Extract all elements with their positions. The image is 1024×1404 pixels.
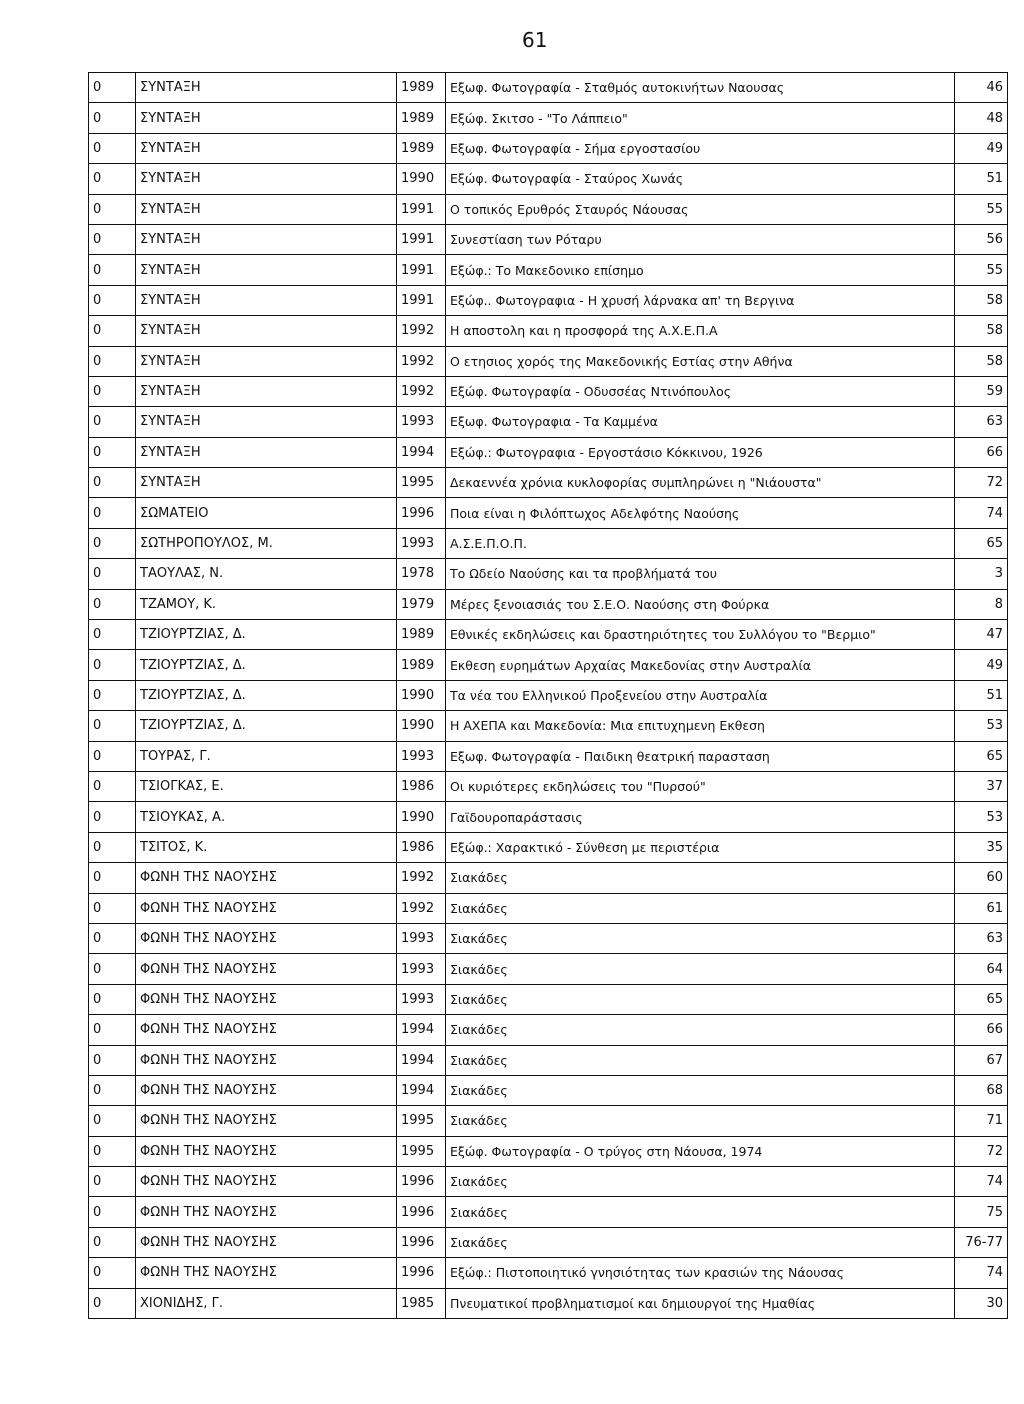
row-title: Εξώφ. Φωτογραφία - Σταύρος Χωνάς: [446, 164, 955, 194]
row-code: 0: [89, 285, 136, 315]
row-page: 59: [955, 376, 1008, 406]
table-row: [89, 316, 1008, 346]
row-page: 51: [955, 680, 1008, 710]
row-title: Ο τοπικός Ερυθρός Σταυρός Νάουσας: [446, 194, 955, 224]
row-title: Συνεστίαση των Ρόταρυ: [446, 224, 955, 254]
table-row: [89, 741, 1008, 771]
row-page: 35: [955, 832, 1008, 862]
table-row: [89, 923, 1008, 953]
row-code: 0: [89, 316, 136, 346]
table-row: [89, 680, 1008, 710]
row-page: 65: [955, 984, 1008, 1014]
row-year: 1996: [397, 498, 446, 528]
table-row: [89, 376, 1008, 406]
row-year: 1992: [397, 316, 446, 346]
row-author: ΣΥΝΤΑΞΗ: [136, 285, 397, 315]
row-code: 0: [89, 1015, 136, 1045]
row-title: Γαϊδουροπαράστασις: [446, 802, 955, 832]
row-year: 1993: [397, 923, 446, 953]
row-page: 47: [955, 620, 1008, 650]
row-year: 1986: [397, 832, 446, 862]
row-page: 74: [955, 1258, 1008, 1288]
row-code: 0: [89, 1288, 136, 1318]
row-year: 1978: [397, 559, 446, 589]
row-year: 1995: [397, 1136, 446, 1166]
row-title: Πνευματικοί προβληματισμοί και δημιουργοί της Ημαθίας: [446, 1288, 955, 1318]
row-title: Α.Σ.Ε.Π.Ο.Π.: [446, 528, 955, 558]
row-title: Εξώφ.: Χαρακτικό - Σύνθεση με περιστέρια: [446, 832, 955, 862]
row-author: ΦΩΝΗ ΤΗΣ ΝΑΟΥΣΗΣ: [136, 1075, 397, 1105]
row-author: ΤΣΙΟΓΚΑΣ, Ε.: [136, 771, 397, 801]
row-year: 1992: [397, 376, 446, 406]
table-row: [89, 346, 1008, 376]
row-author: ΦΩΝΗ ΤΗΣ ΝΑΟΥΣΗΣ: [136, 1015, 397, 1045]
row-author: ΣΥΝΤΑΞΗ: [136, 133, 397, 163]
row-author: ΦΩΝΗ ΤΗΣ ΝΑΟΥΣΗΣ: [136, 1197, 397, 1227]
row-author: ΣΥΝΤΑΞΗ: [136, 255, 397, 285]
row-title: Δεκαεννέα χρόνια κυκλοφορίας συμπληρώνει η "Νιάουστα": [446, 468, 955, 498]
row-page: 58: [955, 346, 1008, 376]
table-row: [89, 164, 1008, 194]
row-year: 1989: [397, 133, 446, 163]
table-row: [89, 771, 1008, 801]
row-code: 0: [89, 468, 136, 498]
table-row: [89, 1015, 1008, 1045]
row-title: Το Ωδείο Ναούσης και τα προβλήματά του: [446, 559, 955, 589]
table-row: [89, 620, 1008, 650]
row-title: Εξωφ. Φωτογραφία - Σήμα εργοστασίου: [446, 133, 955, 163]
row-page: 75: [955, 1197, 1008, 1227]
row-author: ΦΩΝΗ ΤΗΣ ΝΑΟΥΣΗΣ: [136, 984, 397, 1014]
row-author: ΤΣΙΤΟΣ, Κ.: [136, 832, 397, 862]
row-author: ΦΩΝΗ ΤΗΣ ΝΑΟΥΣΗΣ: [136, 893, 397, 923]
row-year: 1993: [397, 741, 446, 771]
row-page: 49: [955, 650, 1008, 680]
row-page: 74: [955, 1167, 1008, 1197]
row-year: 1996: [397, 1227, 446, 1257]
table-row: [89, 1288, 1008, 1318]
row-year: 1996: [397, 1167, 446, 1197]
table-row: [89, 650, 1008, 680]
row-author: ΣΥΝΤΑΞΗ: [136, 376, 397, 406]
row-year: 1989: [397, 650, 446, 680]
row-code: 0: [89, 164, 136, 194]
row-author: ΣΩΤΗΡΟΠΟΥΛΟΣ, Μ.: [136, 528, 397, 558]
row-year: 1991: [397, 255, 446, 285]
row-author: ΣΥΝΤΑΞΗ: [136, 346, 397, 376]
row-author: ΤΖΙΟΥΡΤΖΙΑΣ, Δ.: [136, 680, 397, 710]
table-row: [89, 589, 1008, 619]
row-code: 0: [89, 224, 136, 254]
row-author: ΦΩΝΗ ΤΗΣ ΝΑΟΥΣΗΣ: [136, 1106, 397, 1136]
table-row: [89, 73, 1008, 103]
row-title: Εξώφ. Σκιτσο - "Το Λάππειο": [446, 103, 955, 133]
row-year: 1993: [397, 954, 446, 984]
row-code: 0: [89, 1045, 136, 1075]
row-code: 0: [89, 589, 136, 619]
row-title: Εξώφ.: Πιστοποιητικό γνησιότητας των κρασιών της Νάουσας: [446, 1258, 955, 1288]
row-title: Εξώφ.: Φωτογραφια - Εργοστάσιο Κόκκινου, 1926: [446, 437, 955, 467]
row-page: 65: [955, 528, 1008, 558]
row-title: Οι κυριότερες εκδηλώσεις του "Πυρσού": [446, 771, 955, 801]
row-year: 1994: [397, 437, 446, 467]
row-title: Σιακάδες: [446, 1167, 955, 1197]
row-year: 1991: [397, 194, 446, 224]
row-title: Ο ετησιος χορός της Μακεδονικής Εστίας στην Αθήνα: [446, 346, 955, 376]
row-code: 0: [89, 741, 136, 771]
row-title: Τα νέα του Ελληνικού Προξενείου στην Αυστραλία: [446, 680, 955, 710]
table-row: [89, 984, 1008, 1014]
row-author: ΣΥΝΤΑΞΗ: [136, 316, 397, 346]
row-page: 72: [955, 468, 1008, 498]
row-year: 1989: [397, 103, 446, 133]
row-title: Μέρες ξενοιασιάς του Σ.Ε.Ο. Ναούσης στη Φούρκα: [446, 589, 955, 619]
row-year: 1994: [397, 1015, 446, 1045]
row-page: 65: [955, 741, 1008, 771]
row-year: 1979: [397, 589, 446, 619]
row-author: ΤΖΑΜΟΥ, Κ.: [136, 589, 397, 619]
row-page: 63: [955, 407, 1008, 437]
row-code: 0: [89, 376, 136, 406]
row-year: 1991: [397, 224, 446, 254]
table-row: [89, 893, 1008, 923]
row-author: ΣΥΝΤΑΞΗ: [136, 164, 397, 194]
row-code: 0: [89, 1227, 136, 1257]
row-page: 37: [955, 771, 1008, 801]
table-row: [89, 1227, 1008, 1257]
row-year: 1994: [397, 1045, 446, 1075]
row-page: 60: [955, 863, 1008, 893]
row-title: Σιακάδες: [446, 1227, 955, 1257]
row-title: Εξωφ. Φωτογραφία - Παιδικη θεατρική παρασταση: [446, 741, 955, 771]
row-code: 0: [89, 923, 136, 953]
table-row: [89, 1106, 1008, 1136]
row-title: Εξώφ.. Φωτογραφια - Η χρυσή λάρνακα απ' τη Βεργινα: [446, 285, 955, 315]
row-title: Σιακάδες: [446, 863, 955, 893]
row-code: 0: [89, 437, 136, 467]
table-row: [89, 1075, 1008, 1105]
table-row: [89, 528, 1008, 558]
row-page: 63: [955, 923, 1008, 953]
row-author: ΦΩΝΗ ΤΗΣ ΝΑΟΥΣΗΣ: [136, 1167, 397, 1197]
row-code: 0: [89, 194, 136, 224]
row-code: 0: [89, 680, 136, 710]
row-code: 0: [89, 984, 136, 1014]
row-code: 0: [89, 528, 136, 558]
row-code: 0: [89, 771, 136, 801]
row-title: Εξώφ.: Το Μακεδονικο επίσημο: [446, 255, 955, 285]
row-author: ΤΑΟΥΛΑΣ, Ν.: [136, 559, 397, 589]
row-author: ΦΩΝΗ ΤΗΣ ΝΑΟΥΣΗΣ: [136, 954, 397, 984]
row-year: 1985: [397, 1288, 446, 1318]
row-author: ΤΟΥΡΑΣ, Γ.: [136, 741, 397, 771]
row-title: Εθνικές εκδηλώσεις και δραστηριότητες του Συλλόγου το "Βερμιο": [446, 620, 955, 650]
row-author: ΤΣΙΟΥΚΑΣ, Α.: [136, 802, 397, 832]
row-code: 0: [89, 1167, 136, 1197]
row-code: 0: [89, 1106, 136, 1136]
row-page: 53: [955, 802, 1008, 832]
row-code: 0: [89, 559, 136, 589]
row-page: 48: [955, 103, 1008, 133]
row-year: 1992: [397, 893, 446, 923]
row-code: 0: [89, 1197, 136, 1227]
table-row: [89, 1136, 1008, 1166]
row-year: 1992: [397, 346, 446, 376]
row-author: ΤΖΙΟΥΡΤΖΙΑΣ, Δ.: [136, 711, 397, 741]
row-code: 0: [89, 863, 136, 893]
row-page: 30: [955, 1288, 1008, 1318]
row-page: 71: [955, 1106, 1008, 1136]
row-title: Εξώφ. Φωτογραφία - Ο τρύγος στη Νάουσα, 1974: [446, 1136, 955, 1166]
row-code: 0: [89, 893, 136, 923]
row-page: 74: [955, 498, 1008, 528]
row-title: Σιακάδες: [446, 893, 955, 923]
row-title: Σιακάδες: [446, 954, 955, 984]
table-row: [89, 194, 1008, 224]
table-row: [89, 954, 1008, 984]
row-year: 1989: [397, 73, 446, 103]
row-title: Εξωφ. Φωτογραφια - Τα Καμμένα: [446, 407, 955, 437]
row-title: Σιακάδες: [446, 1015, 955, 1045]
row-code: 0: [89, 407, 136, 437]
row-author: ΣΥΝΤΑΞΗ: [136, 73, 397, 103]
row-title: Σιακάδες: [446, 923, 955, 953]
row-author: ΦΩΝΗ ΤΗΣ ΝΑΟΥΣΗΣ: [136, 863, 397, 893]
row-code: 0: [89, 650, 136, 680]
row-page: 72: [955, 1136, 1008, 1166]
row-title: Εκθεση ευρημάτων Αρχαίας Μακεδονίας στην Αυστραλία: [446, 650, 955, 680]
table-row: [89, 1045, 1008, 1075]
table-row: [89, 832, 1008, 862]
row-author: ΦΩΝΗ ΤΗΣ ΝΑΟΥΣΗΣ: [136, 923, 397, 953]
table-row: [89, 285, 1008, 315]
row-page: 67: [955, 1045, 1008, 1075]
row-page: 66: [955, 1015, 1008, 1045]
row-code: 0: [89, 1258, 136, 1288]
row-code: 0: [89, 954, 136, 984]
page-number: 61: [522, 28, 548, 52]
row-title: Σιακάδες: [446, 1075, 955, 1105]
row-page: 64: [955, 954, 1008, 984]
row-page: 49: [955, 133, 1008, 163]
row-page: 53: [955, 711, 1008, 741]
row-page: 61: [955, 893, 1008, 923]
row-year: 1996: [397, 1197, 446, 1227]
table-row: [89, 255, 1008, 285]
table-row: [89, 468, 1008, 498]
row-year: 1990: [397, 680, 446, 710]
table-row: [89, 498, 1008, 528]
row-code: 0: [89, 255, 136, 285]
row-year: 1991: [397, 285, 446, 315]
row-year: 1990: [397, 711, 446, 741]
row-page: 55: [955, 255, 1008, 285]
row-author: ΤΖΙΟΥΡΤΖΙΑΣ, Δ.: [136, 650, 397, 680]
row-page: 76-77: [955, 1227, 1008, 1257]
row-title: Εξωφ. Φωτογραφία - Σταθμός αυτοκινήτων Ναουσας: [446, 73, 955, 103]
row-code: 0: [89, 711, 136, 741]
row-code: 0: [89, 620, 136, 650]
table-row: [89, 1197, 1008, 1227]
row-page: 51: [955, 164, 1008, 194]
row-code: 0: [89, 832, 136, 862]
row-page: 56: [955, 224, 1008, 254]
row-author: ΤΖΙΟΥΡΤΖΙΑΣ, Δ.: [136, 620, 397, 650]
row-year: 1992: [397, 863, 446, 893]
row-author: ΣΥΝΤΑΞΗ: [136, 224, 397, 254]
row-year: 1989: [397, 620, 446, 650]
table-row: [89, 1167, 1008, 1197]
row-title: Σιακάδες: [446, 1045, 955, 1075]
row-year: 1996: [397, 1258, 446, 1288]
row-author: ΣΥΝΤΑΞΗ: [136, 194, 397, 224]
table-row: [89, 802, 1008, 832]
table-row: [89, 1258, 1008, 1288]
table-row: [89, 133, 1008, 163]
row-title: Ποια είναι η Φιλόπτωχος Αδελφότης Ναούσης: [446, 498, 955, 528]
row-code: 0: [89, 498, 136, 528]
row-code: 0: [89, 1075, 136, 1105]
row-title: Σιακάδες: [446, 1197, 955, 1227]
table-row: [89, 711, 1008, 741]
row-title: Η ΑΧΕΠΑ και Μακεδονία: Μια επιτυχημενη Εκθεση: [446, 711, 955, 741]
row-author: ΦΩΝΗ ΤΗΣ ΝΑΟΥΣΗΣ: [136, 1045, 397, 1075]
row-code: 0: [89, 103, 136, 133]
row-page: 8: [955, 589, 1008, 619]
row-author: ΣΥΝΤΑΞΗ: [136, 407, 397, 437]
row-title: Σιακάδες: [446, 1106, 955, 1136]
row-title: Εξώφ. Φωτογραφία - Οδυσσέας Ντινόπουλος: [446, 376, 955, 406]
table-row: [89, 437, 1008, 467]
row-author: ΦΩΝΗ ΤΗΣ ΝΑΟΥΣΗΣ: [136, 1136, 397, 1166]
table-row: [89, 103, 1008, 133]
row-year: 1993: [397, 528, 446, 558]
row-code: 0: [89, 346, 136, 376]
index-table-body: [89, 73, 1008, 1319]
row-author: ΧΙΟΝΙΔΗΣ, Γ.: [136, 1288, 397, 1318]
index-table: [88, 72, 1008, 1319]
row-year: 1994: [397, 1075, 446, 1105]
row-page: 58: [955, 285, 1008, 315]
row-code: 0: [89, 1136, 136, 1166]
row-code: 0: [89, 802, 136, 832]
table-row: [89, 863, 1008, 893]
row-title: Σιακάδες: [446, 984, 955, 1014]
table-row: [89, 559, 1008, 589]
row-page: 3: [955, 559, 1008, 589]
row-page: 58: [955, 316, 1008, 346]
row-author: ΦΩΝΗ ΤΗΣ ΝΑΟΥΣΗΣ: [136, 1227, 397, 1257]
row-author: ΣΥΝΤΑΞΗ: [136, 437, 397, 467]
row-year: 1986: [397, 771, 446, 801]
row-author: ΣΥΝΤΑΞΗ: [136, 103, 397, 133]
row-year: 1993: [397, 407, 446, 437]
row-code: 0: [89, 133, 136, 163]
row-year: 1990: [397, 802, 446, 832]
row-author: ΣΩΜΑΤΕΙΟ: [136, 498, 397, 528]
row-code: 0: [89, 73, 136, 103]
row-page: 66: [955, 437, 1008, 467]
row-year: 1990: [397, 164, 446, 194]
row-title: Η αποστολη και η προσφορά της Α.Χ.Ε.Π.Α: [446, 316, 955, 346]
row-author: ΣΥΝΤΑΞΗ: [136, 468, 397, 498]
table-row: [89, 224, 1008, 254]
row-page: 55: [955, 194, 1008, 224]
row-year: 1995: [397, 468, 446, 498]
row-page: 46: [955, 73, 1008, 103]
row-page: 68: [955, 1075, 1008, 1105]
row-author: ΦΩΝΗ ΤΗΣ ΝΑΟΥΣΗΣ: [136, 1258, 397, 1288]
table-row: [89, 407, 1008, 437]
row-year: 1993: [397, 984, 446, 1014]
row-year: 1995: [397, 1106, 446, 1136]
